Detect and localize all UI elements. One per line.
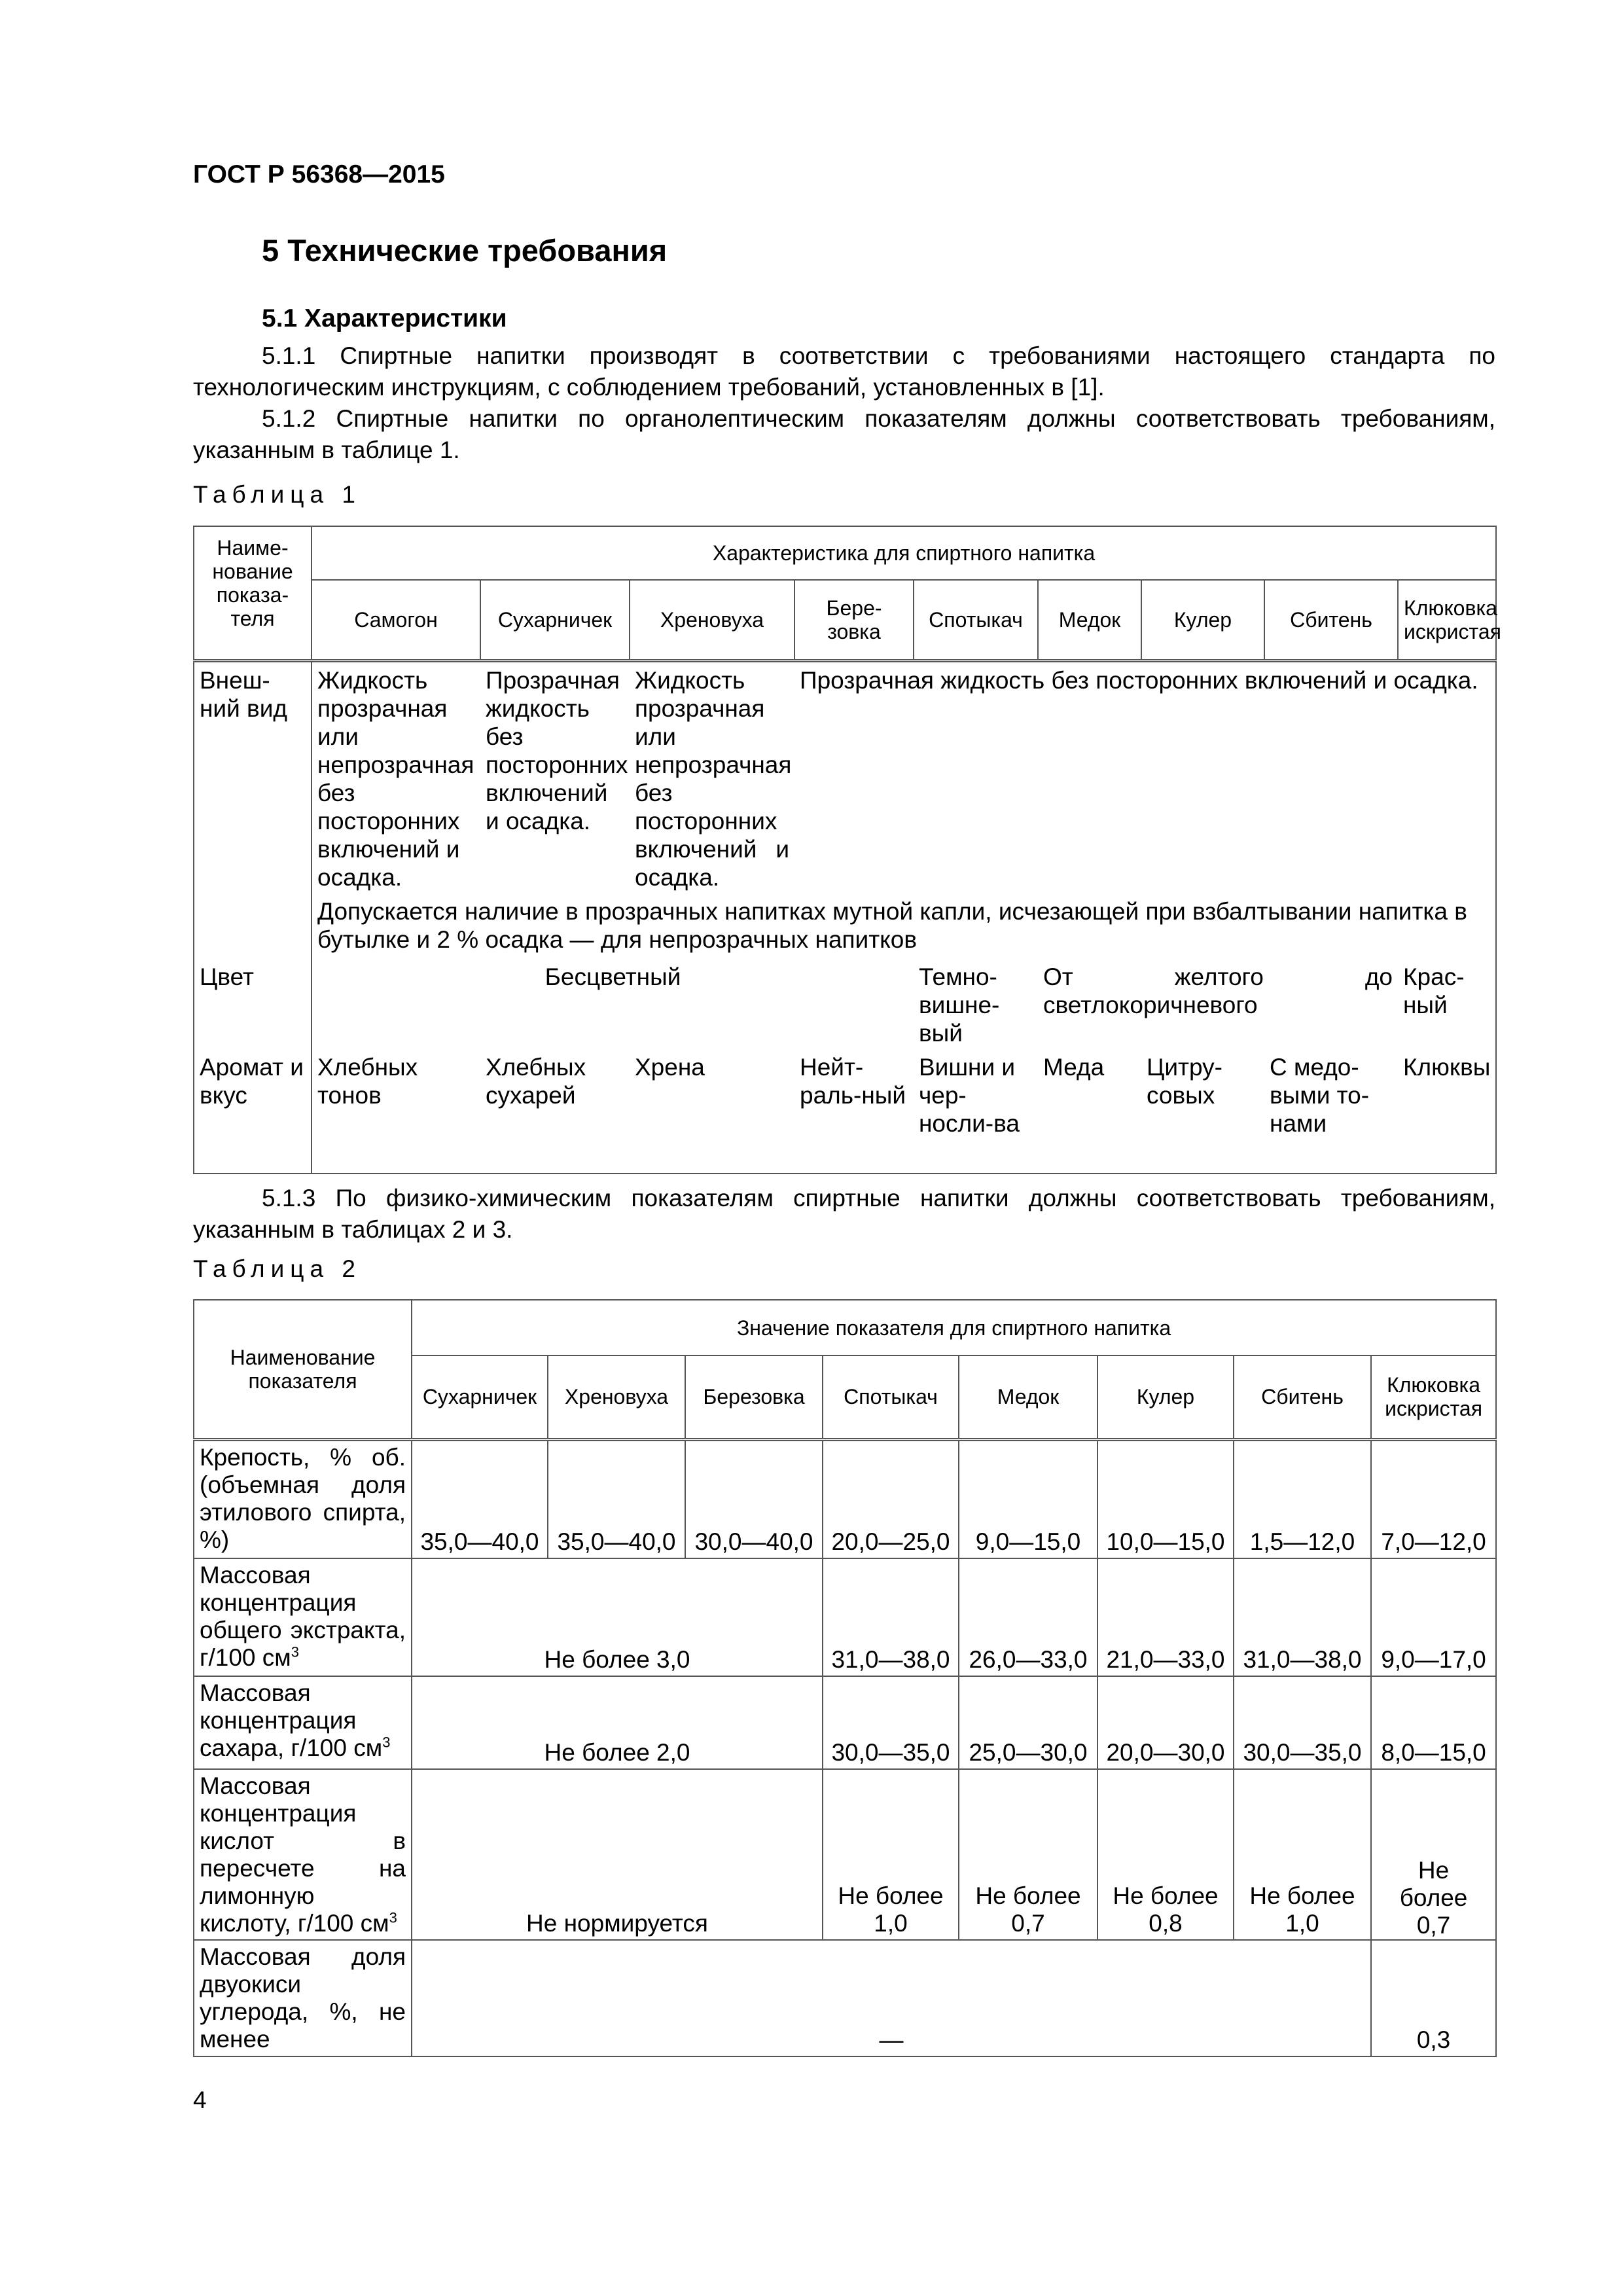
t1-appearance-samogon: Жидкость прозрачная или непрозрачная без посторонних включений и осадка. xyxy=(312,660,480,893)
t2-group-header: Значение показателя для спиртного напитка xyxy=(412,1300,1496,1355)
t2-strength-sukharnichek: 35,0—40,0 xyxy=(412,1439,548,1558)
subsection-title: 5.1 Характеристики xyxy=(262,304,507,332)
t1-header-indicator: Наиме-нование показа-теля xyxy=(194,526,312,660)
t2-col-spotykach: Спотыкач xyxy=(823,1355,959,1439)
t2-sugar-spotykach: 30,0—35,0 xyxy=(823,1676,959,1769)
t2-col-kuler: Кулер xyxy=(1097,1355,1234,1439)
t2-co2-klyukovka: 0,3 xyxy=(1371,1940,1496,2056)
t1-aroma-berezovka: Нейт-раль-ный xyxy=(794,1049,914,1174)
t1-col-khrenovukha: Хреновуха xyxy=(630,580,794,660)
t1-col-kuler: Кулер xyxy=(1141,580,1264,660)
t2-acids-medok: Не более 0,7 xyxy=(959,1769,1097,1940)
t2-co2-merged: — xyxy=(412,1940,1371,2056)
page-number: 4 xyxy=(193,2087,207,2113)
t1-aroma-spotykach: Вишни и чер-носли-ва xyxy=(914,1049,1038,1174)
t2-acids-kuler: Не более 0,8 xyxy=(1097,1769,1234,1940)
t2-row-acids-label: Массовая концентрация кислот в пересчете на лимонную кислоту, г/100 $см^3$ xyxy=(194,1769,412,1940)
t2-extract-spotykach: 31,0—38,0 xyxy=(823,1558,959,1676)
paragraph-5-1-1: 5.1.1 Спиртные напитки производят в соответствии с требованиями настоящего стандарта по технологическим инструкциям, с соблюдением требований, установленных в [1]. xyxy=(193,342,1495,401)
t2-strength-spotykach: 20,0—25,0 xyxy=(823,1439,959,1558)
t2-strength-khrenovukha: 35,0—40,0 xyxy=(548,1439,685,1558)
t1-row-aroma-label: Аромат и вкус xyxy=(194,1049,312,1174)
t1-col-samogon: Самогон xyxy=(312,580,480,660)
t2-col-medok: Медок xyxy=(959,1355,1097,1439)
table-2-physico-chemical xyxy=(193,1299,1497,2057)
t1-color-spotykach: Темно-вишне-вый xyxy=(919,963,1000,1047)
t2-acids-sbiten: Не более 1,0 xyxy=(1234,1769,1371,1940)
t1-col-sukharnichek: Сухарничек xyxy=(480,580,630,660)
t2-row-co2-label: Массовая доля двуокиси углерода, %, не менее xyxy=(194,1940,412,2056)
t1-aroma-khrenovukha: Хрена xyxy=(630,1049,794,1174)
t1-aroma-medok: Меда xyxy=(1038,1049,1141,1174)
t2-sugar-medok: 25,0—30,0 xyxy=(959,1676,1097,1769)
document-code: ГОСТ Р 56368—2015 xyxy=(193,160,445,188)
t2-col-khrenovukha: Хреновуха xyxy=(548,1355,685,1439)
t1-row-color-label: Цвет xyxy=(194,959,312,1049)
t1-aroma-klyukovka: Клюквы xyxy=(1398,1049,1496,1174)
t2-row-sugar-label: Массовая концентрация сахара, г/100 $см^3$ xyxy=(194,1676,412,1769)
t1-aroma-samogon: Хлебных тонов xyxy=(312,1049,480,1174)
t1-col-medok: Медок xyxy=(1038,580,1141,660)
t2-extract-kuler: 21,0—33,0 xyxy=(1097,1558,1234,1676)
t2-col-klyukovka: Клюковка искристая xyxy=(1371,1355,1496,1439)
t2-col-sbiten: Сбитень xyxy=(1234,1355,1371,1439)
t2-strength-kuler: 10,0—15,0 xyxy=(1097,1439,1234,1558)
t1-aroma-sukharnichek: Хлебных сухарей xyxy=(480,1049,630,1174)
t1-color-klyukovka: Крас-ный xyxy=(1398,959,1496,1049)
table-1-organoleptic xyxy=(193,526,1501,1174)
t1-col-spotykach: Спотыкач xyxy=(914,580,1038,660)
table2-caption: Таблица 2 xyxy=(193,1255,361,1282)
t2-extract-medok: 26,0—33,0 xyxy=(959,1558,1097,1676)
t2-strength-klyukovka: 7,0—12,0 xyxy=(1371,1439,1496,1558)
t2-extract-merged: Не более 3,0 xyxy=(412,1558,823,1676)
t2-acids-klyukovka: Не более 0,7 xyxy=(1371,1769,1496,1940)
t2-col-sukharnichek: Сухарничек xyxy=(412,1355,548,1439)
t2-header-indicator: Наименование показателя xyxy=(194,1300,412,1439)
paragraph-5-1-3: 5.1.3 По физико-химическим показателям спиртные напитки должны соответствовать требованиям, указанным в таблицах 2 и 3. xyxy=(193,1185,1495,1243)
t1-color-colorless: Бесцветный xyxy=(312,959,914,1049)
t1-appearance-note: Допускается наличие в прозрачных напитках мутной капли, исчезающей при взбалтывании напитка в бутылке и 2 % осадка — для непрозрачных напитков xyxy=(312,893,1496,959)
t1-appearance-sukharnichek: Прозрачная жидкость без посторонних включений и осадка. xyxy=(480,660,630,893)
t2-sugar-klyukovka: 8,0—15,0 xyxy=(1371,1676,1496,1769)
t2-sugar-kuler: 20,0—30,0 xyxy=(1097,1676,1234,1769)
t1-aroma-kuler: Цитру-совых xyxy=(1141,1049,1264,1174)
t1-appearance-others: Прозрачная жидкость без посторонних включений и осадка. xyxy=(794,660,1496,893)
t2-extract-klyukovka: 9,0—17,0 xyxy=(1371,1558,1496,1676)
t1-color-yellow-brown: От желтого до светлокоричневого xyxy=(1043,963,1393,1018)
t2-acids-merged: Не нормируется xyxy=(412,1769,823,1940)
t2-row-extract-label: Массовая концентрация общего экстракта, г/100 $см^3$ xyxy=(194,1558,412,1676)
paragraph-5-1-2: 5.1.2 Спиртные напитки по органолептическим показателям должны соответствовать требованиям, указанным в таблице 1. xyxy=(193,405,1495,463)
t1-col-berezovka: Бере-зовка xyxy=(794,580,914,660)
t1-group-header: Характеристика для спиртного напитка xyxy=(312,526,1496,580)
t1-aroma-sbiten: С медо-выми то-нами xyxy=(1264,1049,1398,1174)
t2-acids-spotykach: Не более 1,0 xyxy=(823,1769,959,1940)
t1-appearance-khrenovukha: Жидкость прозрачная или непрозрачная без посторонних включений и осадка. xyxy=(630,660,794,893)
t2-row-strength-label: Крепость, % об. (объемная доля этилового спирта, %) xyxy=(194,1439,412,1558)
t2-strength-medok: 9,0—15,0 xyxy=(959,1439,1097,1558)
section-title: 5 Технические требования xyxy=(262,233,668,268)
t2-sugar-merged: Не более 2,0 xyxy=(412,1676,823,1769)
t1-col-sbiten: Сбитень xyxy=(1264,580,1398,660)
t2-strength-berezovka: 30,0—40,0 xyxy=(685,1439,823,1558)
t2-extract-sbiten: 31,0—38,0 xyxy=(1234,1558,1371,1676)
t2-col-berezovka: Березовка xyxy=(685,1355,823,1439)
table1-caption: Таблица 1 xyxy=(193,481,361,508)
t2-strength-sbiten: 1,5—12,0 xyxy=(1234,1439,1371,1558)
t1-row-appearance-label: Внеш-ний вид xyxy=(194,660,312,959)
t1-col-klyukovka: Клюковка искристая xyxy=(1398,580,1496,660)
t2-sugar-sbiten: 30,0—35,0 xyxy=(1234,1676,1371,1769)
